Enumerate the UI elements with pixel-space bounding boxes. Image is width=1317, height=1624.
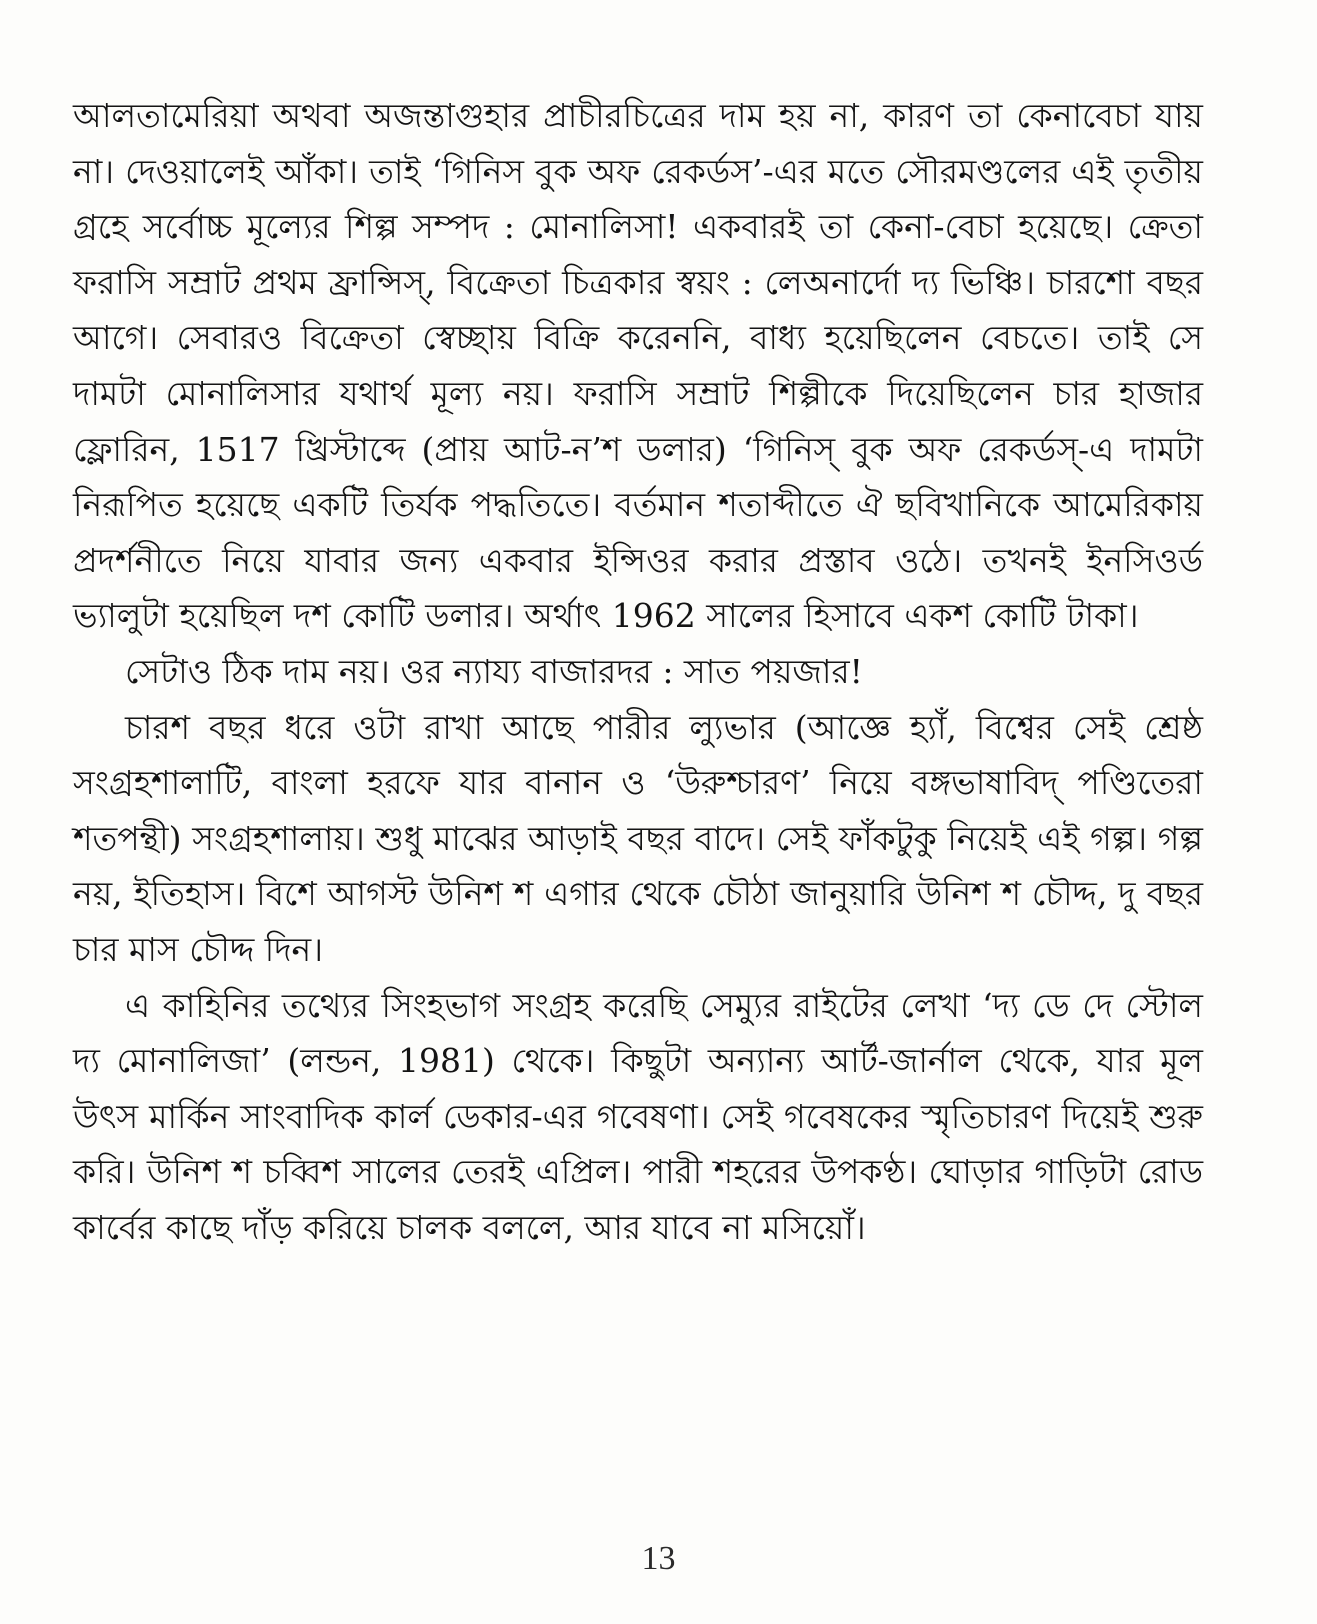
paragraph-1: আলতামেরিয়া অথবা অজন্তাগুহার প্রাচীরচিত্রের দাম হয় না, কারণ তা কেনাবেচা যায় না। দেওয়ালেই আঁকা। তাই ‘গিনিস বুক অফ রেকর্ডস’-এর মতে সৌরমণ্ডলের এই তৃতীয় গ্রহে সর্বোচ্চ মূল্যের শিল্প সম্পদ : মোনালিসা! একবারই তা কেনা-বেচা হয়েছে। ক্রেতা ফরাসি সম্রাট প্রথম ফ্রান্সিস্, বিক্রেতা চিত্রকার স্বয়ং : লেঅনার্দো দ্য ভিঞ্চি। চারশো বছর আগে। সেবারও বিক্রেতা স্বেচ্ছায় বিক্রি করেননি, বাধ্য হয়েছিলেন বেচতে। তাই সে দামটা মোনালিসার যথার্থ মূল্য নয়। ফরাসি সম্রাট শিল্পীকে দিয়েছিলেন চার হাজার ফ্লোরিন, 1517 খ্রিস্টাব্দে (প্রায় আট-ন’শ ডলার) ‘গিনিস্ বুক অফ রেকর্ডস্-এ দামটা নিরূপিত হয়েছে একটি তির্যক পদ্ধতিতে। বর্তমান শতাব্দীতে ঐ ছবিখানিকে আমেরিকায় প্রদর্শনীতে নিয়ে যাবার জন্য একবার ইন্সিওর করার প্রস্তাব ওঠে। তখনই ইনসিওর্ড ভ্যালুটা হয়েছিল দশ কোটি ডলার। অর্থাৎ 1962 সালের হিসাবে একশ কোটি টাকা। [73, 96, 1203, 636]
body-text [73, 88, 1203, 1255]
paragraph-3: চারশ বছর ধরে ওটা রাখা আছে পারীর ল্যুভার (আজ্ঞে হ্যাঁ, বিশ্বের সেই শ্রেষ্ঠ সংগ্রহশালাটি, বাংলা হরফে যার বানান ও ‘উরুশ্চারণ’ নিয়ে বঙ্গভাষাবিদ্ পণ্ডিতেরা শতপন্থী) সংগ্রহশালায়। শুধু মাঝের আড়াই বছর বাদে। সেই ফাঁকটুকু নিয়েই এই গল্প। গল্প নয়, ইতিহাস। বিশে আগস্ট উনিশ শ এগার থেকে চৌঠা জানুয়ারি উনিশ শ চৌদ্দ, দু বছর চার মাস চৌদ্দ দিন। [73, 707, 1203, 969]
paragraph-4: এ কাহিনির তথ্যের সিংহভাগ সংগ্রহ করেছি সেম্যুর রাইটের লেখা ‘দ্য ডে দে স্টোল দ্য মোনালিজা’ (লন্ডন, 1981) থেকে। কিছুটা অন্যান্য আর্ট-জার্নাল থেকে, যার মূল উৎস মার্কিন সাংবাদিক কার্ল ডেকার-এর গবেষণা। সেই গবেষকের স্মৃতিচারণ দিয়েই শুরু করি। উনিশ শ চব্বিশ সালের তেরই এপ্রিল। পারী শহরের উপকণ্ঠ। ঘোড়ার গাড়িটা রোড কার্বের কাছে দাঁড় করিয়ে চালক বললে, আর যাবে না মসিয়োঁ। [73, 985, 1203, 1247]
page-number: 13 [641, 1540, 676, 1577]
paragraph-2: সেটাও ঠিক দাম নয়। ওর ন্যায্য বাজারদর : সাত পয়জার! [125, 651, 863, 691]
